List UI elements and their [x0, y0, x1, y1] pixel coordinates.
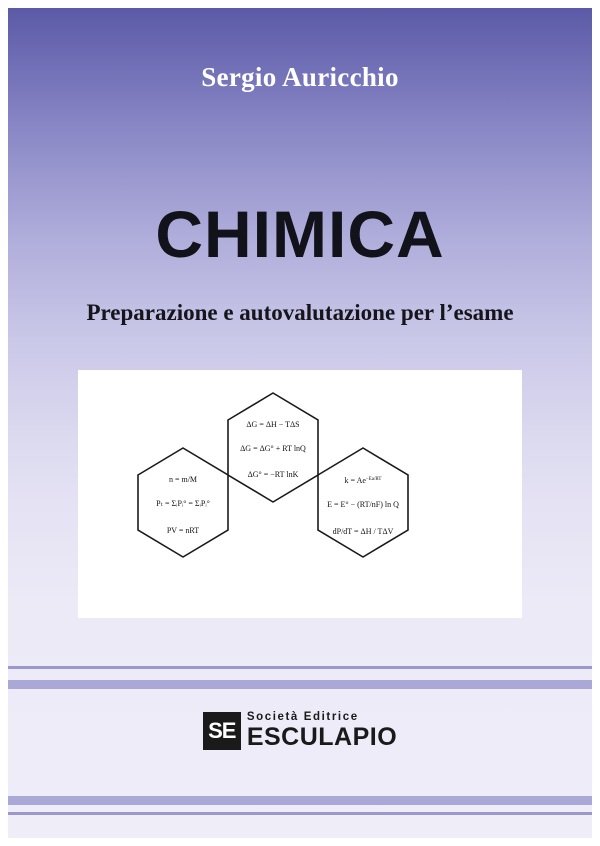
formula-center-3: ΔG° = −RT lnK	[247, 470, 299, 479]
decorative-band-bottom-thick	[8, 796, 592, 805]
book-title: CHIMICA	[155, 197, 445, 271]
formula-left-3: PV = nRT	[166, 526, 200, 535]
formula-right-3: dP/dT = ΔH / TΔV	[332, 527, 394, 536]
book-subtitle: Preparazione e autovalutazione per l’esame	[86, 300, 514, 325]
author-name: Sergio Auricchio	[201, 62, 399, 92]
formula-center-1: ΔG = ΔH − TΔS	[246, 420, 300, 429]
formula-left-2: Pₜ = ΣᵢPᵢ° = ΣᵢPᵢ°	[156, 499, 210, 508]
formula-right-2: E = E° − (RT/nF) ln Q	[327, 500, 399, 509]
publisher-mark-icon: SE	[203, 712, 241, 750]
formula-left-1: n = m/M	[168, 475, 198, 484]
hexagon-diagram	[78, 370, 522, 618]
formula-right-1: $k = Ae^{-Ea/RT}$	[344, 476, 382, 485]
formula-center-2: ΔG = ΔG° + RT lnQ	[240, 444, 306, 453]
formula-diagram-box	[78, 370, 522, 618]
decorative-band-bottom-thin	[8, 812, 592, 815]
decorative-band-top-thick	[8, 680, 592, 689]
publisher-logo	[0, 712, 600, 750]
publisher-wordmark	[247, 712, 397, 750]
decorative-band-top-thin	[8, 666, 592, 669]
publisher-line-1: Società Editrice	[246, 711, 359, 724]
publisher-line-2: ESCULAPIO	[246, 722, 398, 751]
